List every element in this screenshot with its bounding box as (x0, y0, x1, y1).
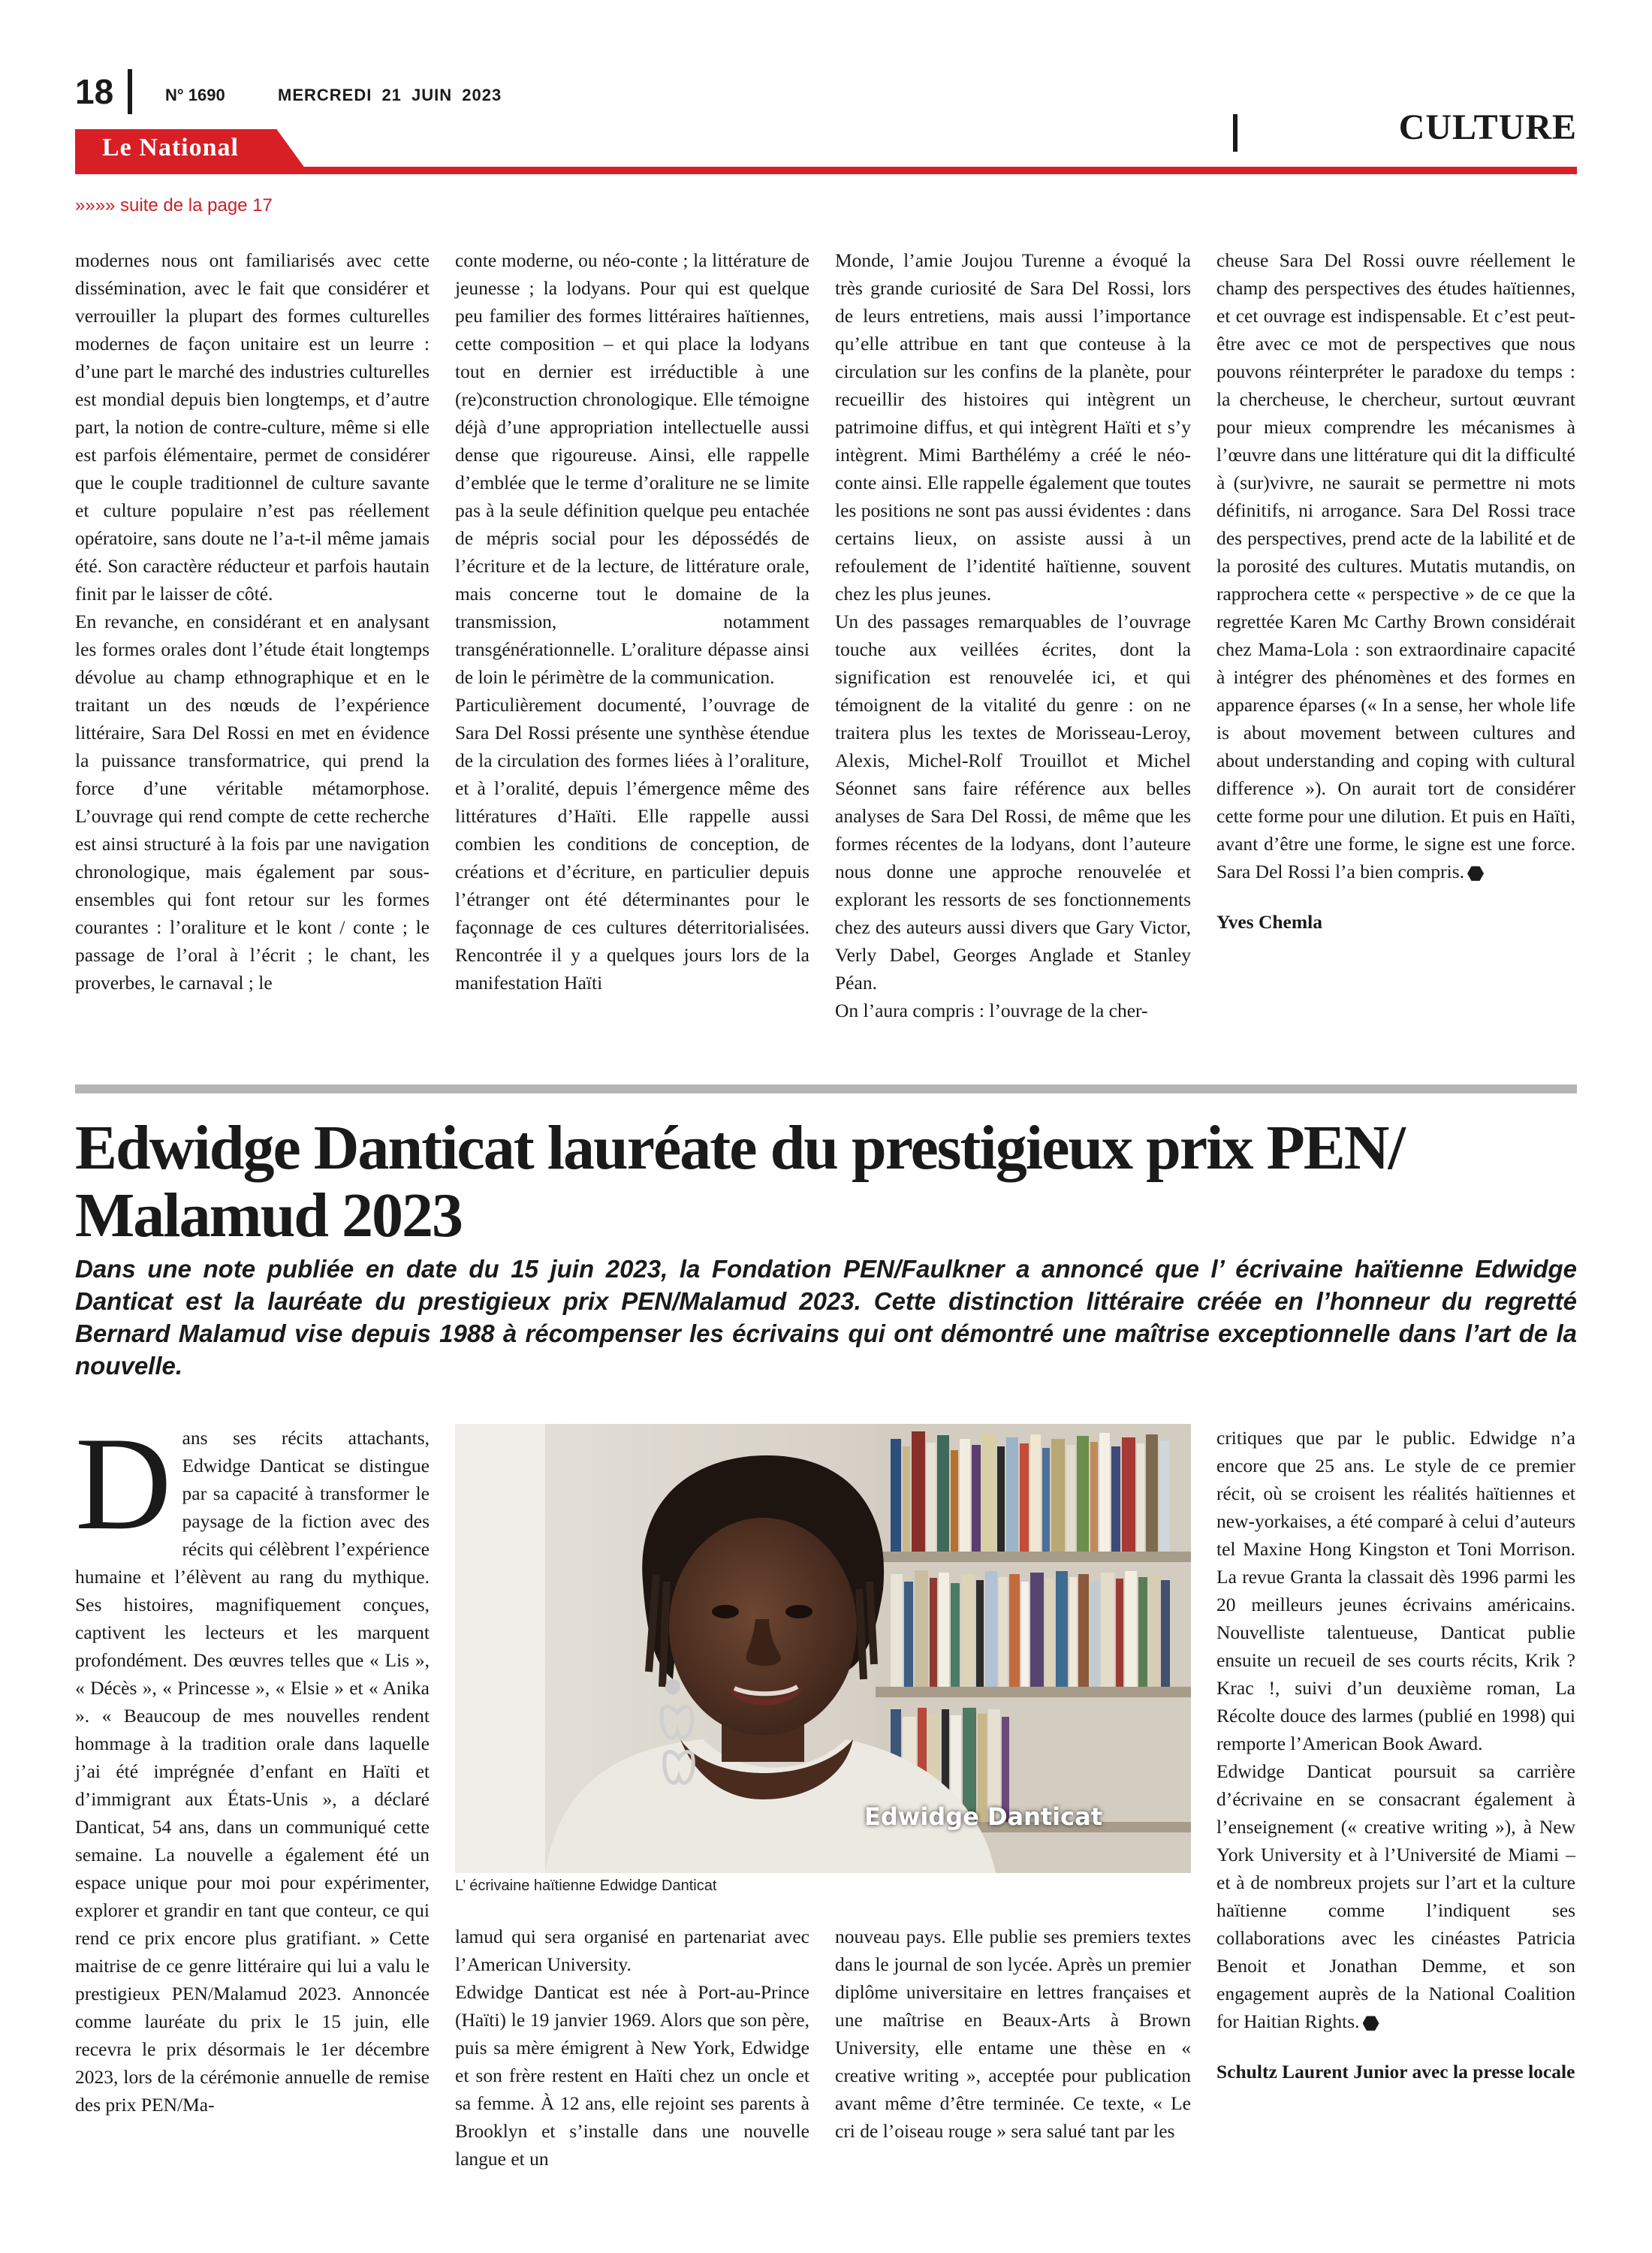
drop-cap: D (75, 1409, 172, 1558)
paragraph: Particulièrement documenté, l’ouvrage de Sara Del Rossi présente une synthèse étendue de la circulation des formes liées à l’oraliture, et à l’oralité, depuis l’émergence même des littératures d’Haïti. Elle rappelle aussi combien les conditions de conception, de créations et d’écriture, en particulier depuis l’étranger ont été déterminantes pour le façonnage de ces cultures déterritorialisées. Rencontrée il y a quelques jours lors de la manifestation Haïti (455, 694, 809, 994)
paragraph: En revanche, en considérant et en analysant les formes orales dont l’étude était longtemps dévolue au champ ethnographique et en le traitant un des nœuds de l’expérience littéraire, Sara Del Rossi en met en évidence la puissance transformatrice, qui prend la force d’une véritable métamorphose. L’ouvrage qui rend compte de cette recherche est ainsi structuré à la fois par une navigation chronologique, mais également par sous-ensembles qui font retour sur les formes courantes : l’oraliture et le kont / conte ; le passage de l’oral à l’écrit ; le chant, les proverbes, le carnaval ; le (75, 611, 430, 994)
paragraph: On l’aura compris : l’ouvrage de la cher- (835, 1000, 1148, 1021)
article-lead: Dans une note publiée en date du 15 juin 2023, la Fondation PEN/Faulkner a annoncé que l’ écrivaine haïtienne Edwidge Danticat est la lauréate du prestigieux prix PEN/Malamud 2023. Cette distinction littéraire créée en l’honneur du regretté Bernard Malamud vise depuis 1988 à récompenser les écrivains qui ont démontré une maîtrise exceptionnelle dans l’art de la nouvelle. (75, 1255, 1577, 1380)
section-divider (1233, 114, 1237, 152)
photo-overlay-name: Edwidge Danticat (864, 1802, 1102, 1831)
paragraph: Monde, l’amie Joujou Turenne a évoqué la très grande curiosité de Sara Del Rossi, lors de leurs entretiens, mais aussi l’importance qu’elle attribue en tant que conteuse à la circulation sur les confins de la planète, pour recueillir des histoires qui intègrent un patrimoine diffus, et qui intègrent Haïti et s’y intègrent. Mimi Barthélémy a créé le néo-conte ainsi. Elle rappelle également que toutes les positions ne sont pas aussi évidentes : dans certains lieux, on assiste aussi à un refoulement de l’identité haïtienne, souvent chez les plus jeunes. (835, 249, 1191, 605)
paragraph-text: cheuse Sara Del Rossi ouvre réellement le champ des perspectives des études haïtiennes, et cet ouvrage est indispensable. Et c’est peut-être avec ce mot de perspectives que nous pouvons réinterpréter le paradoxe du temps : la chercheuse, le chercheur, surtout œuvrant pour mieux comprendre les mécanismes à l’œuvre dans une littérature qui dit la difficulté à (sur)vivre, ne saurait se permettre ni mots définitifs, ni arrogance. Sara Del Rossi trace des perspectives, prend acte de la labilité et de la porosité des cultures. Mutatis mutandis, on rapprochera cette « perspective » de ce que la regrettée Karen Mc Carthy Brown considérait chez Mama-Lola : son extraordinaire capacité à intégrer des phénomènes et des formes en apparence éparses (« In a sense, her whole life is about movement between cultures and about understanding and coping with cultural difference »). On aurait tort de considérer cette forme pour une dilution. Et puis en Haïti, avant d’être une forme, le signe est une force. Sara Del Rossi l’a bien compris. (1216, 249, 1575, 882)
section-title: CULTURE (1398, 107, 1577, 147)
page-number-divider (128, 69, 132, 114)
article1-column-2 (455, 246, 809, 1072)
end-mark-icon (1363, 2015, 1379, 2031)
paragraph-text: Edwidge Danticat poursuit sa carrière d’écrivaine en se consacrant également à l’enseignement (« creative writing »), à New York University et à l’Université de Miami – et à de nombreux projets sur l’art et la culture haïtienne comme l’indiquent ses collaborations avec les cinéastes Patricia Benoit et Jonathan Demme, et son engagement auprès de la National Coalition for Haitian Rights. (1216, 1760, 1575, 2032)
author-photo (455, 1424, 1191, 1873)
article1-column-3 (835, 246, 1191, 1072)
paragraph: nouveau pays. Elle publie ses premiers textes dans le journal de son lycée. Après un premier diplôme universitaire en lettres françaises et une maîtrise en Beaux-Arts à Brown University, elle entame une thèse en « creative writing », acceptée pour publication avant même d’être terminée. Ce texte, « Le cri de l’oiseau rouge » sera salué tant par les (835, 1926, 1191, 2142)
article2-column-1 (75, 1409, 430, 2160)
continuation-note: »»»» suite de la page 17 (75, 195, 273, 216)
page-number: 18 (75, 72, 114, 111)
article2-column-3 (835, 1923, 1191, 2253)
photo-caption: L’ écrivaine haïtienne Edwidge Danticat (455, 1878, 717, 1894)
paragraph: Un des passages remarquables de l’ouvrage touche aux veillées écrites, dont la signification est renouvelée ici, et qui témoignent de la vitalité du genre : on ne traitera plus les textes de Morisseau-Leroy, Alexis, Michel-Rolf Trouillot et Michel Séonnet sans faire référence aux belles analyses de Sara Del Rossi, de même que les formes récentes de la lodyans, dont l’auteure nous donne une approche renouvelée et explorant les ressorts de ses fonctionnements chez des auteurs aussi divers que Gary Victor, Verly Dabel, Georges Anglade et Stanley Péan. (835, 611, 1191, 994)
issue-date: MERCREDI 21 JUIN 2023 (278, 86, 502, 104)
paragraph: critiques que par le public. Edwidge n’a encore que 25 ans. Le style de ce premier récit, où se croisent les réalités haïtiennes et new-yorkaises, a été comparé à celui d’auteurs tel Maxine Hong Kingston et Toni Morrison. La revue Granta la classait dès 1996 parmi les 20 meilleurs jeunes écrivains américains. Nouvelliste talentueuse, Danticat publie ensuite un recueil de ses courts récits, Krik ? Krac !, suivi d’un deuxième roman, La Récolte douce des larmes (publié en 1998) qui remporte l’American Book Award. (1216, 1427, 1575, 1754)
article2-column-4 (1216, 1424, 1575, 2160)
paragraph (1216, 1757, 1575, 2035)
paragraph: modernes nous ont familiarisés avec cette dissémination, avec le fait que considérer et verrouiller la plupart des formes culturelles modernes de façon unitaire est un leurre : d’une part le marché des industries culturelles est mondial depuis bien longtemps, et d’autre part, la notion de contre-culture, même si elle est parfois élémentaire, permet de considérer que le couple traditionnel de culture savante et culture populaire n’est pas réellement opératoire, sans doute ne l’a-t-il même jamais été. Son caractère réducteur et parfois hautain finit par le laisser de côté. (75, 249, 430, 605)
paragraph: conte moderne, ou néo-conte ; la littérature de jeunesse ; la lodyans. Pour qui est quelque peu familier des formes littéraires haïtiennes, cette composition – et qui place la lodyans tout en dernier est irréductible à une (re)construction chronologique. Elle témoigne déjà d’une appropriation intellectuelle aussi dense que rigoureuse. Ainsi, elle rappelle d’emblée que le terme d’oraliture ne se limite pas à la seule définition quelque peu entachée de mépris social pour les dépossédés de l’écriture et de la lecture, de littérature orale, mais concerne tout le domaine de la transmission, notamment transgénérationnelle. L’oraliture dépasse ainsi de loin le périmètre de la communication. (455, 249, 809, 688)
author-signature: Yves Chemla (1216, 911, 1322, 933)
article-divider (75, 1084, 1577, 1093)
issue-number: N° 1690 (165, 86, 225, 104)
author-signature: Schultz Laurent Junior avec la presse locale (1216, 2061, 1575, 2083)
article-headline: Edwidge Danticat lauréate du prestigieux prix PEN/ Malamud 2023 (75, 1113, 1404, 1250)
article1-column-1 (75, 246, 430, 1072)
end-mark-icon (1467, 865, 1484, 882)
brand-logo-text: Le National (102, 134, 239, 161)
paragraph: Edwidge Danticat est née à Port-au-Prince (Haïti) le 19 janvier 1969. Alors que son père, puis sa mère émigrent à New York, Edwidge et son frère restent en Haïti chez un oncle et sa femme. À 12 ans, elle rejoint ses parents à Brooklyn et s’installe dans une nouvelle langue et un (455, 1981, 809, 2170)
paragraph: ans ses récits attachants, Edwidge Danticat se distingue par sa capacité à transformer le paysage de la fiction avec des récits qui célèbrent l’expérience humaine et l’élèvent au rang du mythique. Ses histoires, magnifiquement conçues, captivent les lecteurs et les marquent profondément. Des œuvres telles que « Lis », « Décès », « Princesse », « Elsie » et « Anika ». « Beaucoup de mes nouvelles rendent hommage à la tradition orale dans laquelle j’ai été imprégnée d’enfant en Haïti et d’immigrant aux États-Unis », a déclaré Danticat, 54 ans, dans un communiqué cette semaine. La nouvelle a également été un espace unique pour moi pour expérimenter, explorer et grandir en tant que conteur, ce qui rend ce prix encore plus gratifiant. » Cette maitrise de ce genre littéraire qui lui a valu le prestigieux PEN/Malamud 2023. Annoncée comme lauréate du prix le 15 juin, elle recevra le prix désormais le 1er décembre 2023, lors de la cérémonie annuelle de remise des prix PEN/Ma- (75, 1427, 430, 2116)
paragraph (1216, 246, 1575, 885)
paragraph: lamud qui sera organisé en partenariat avec l’American University. (455, 1926, 809, 1975)
article2-column-2 (455, 1923, 809, 2253)
article1-column-4 (1216, 246, 1575, 1072)
